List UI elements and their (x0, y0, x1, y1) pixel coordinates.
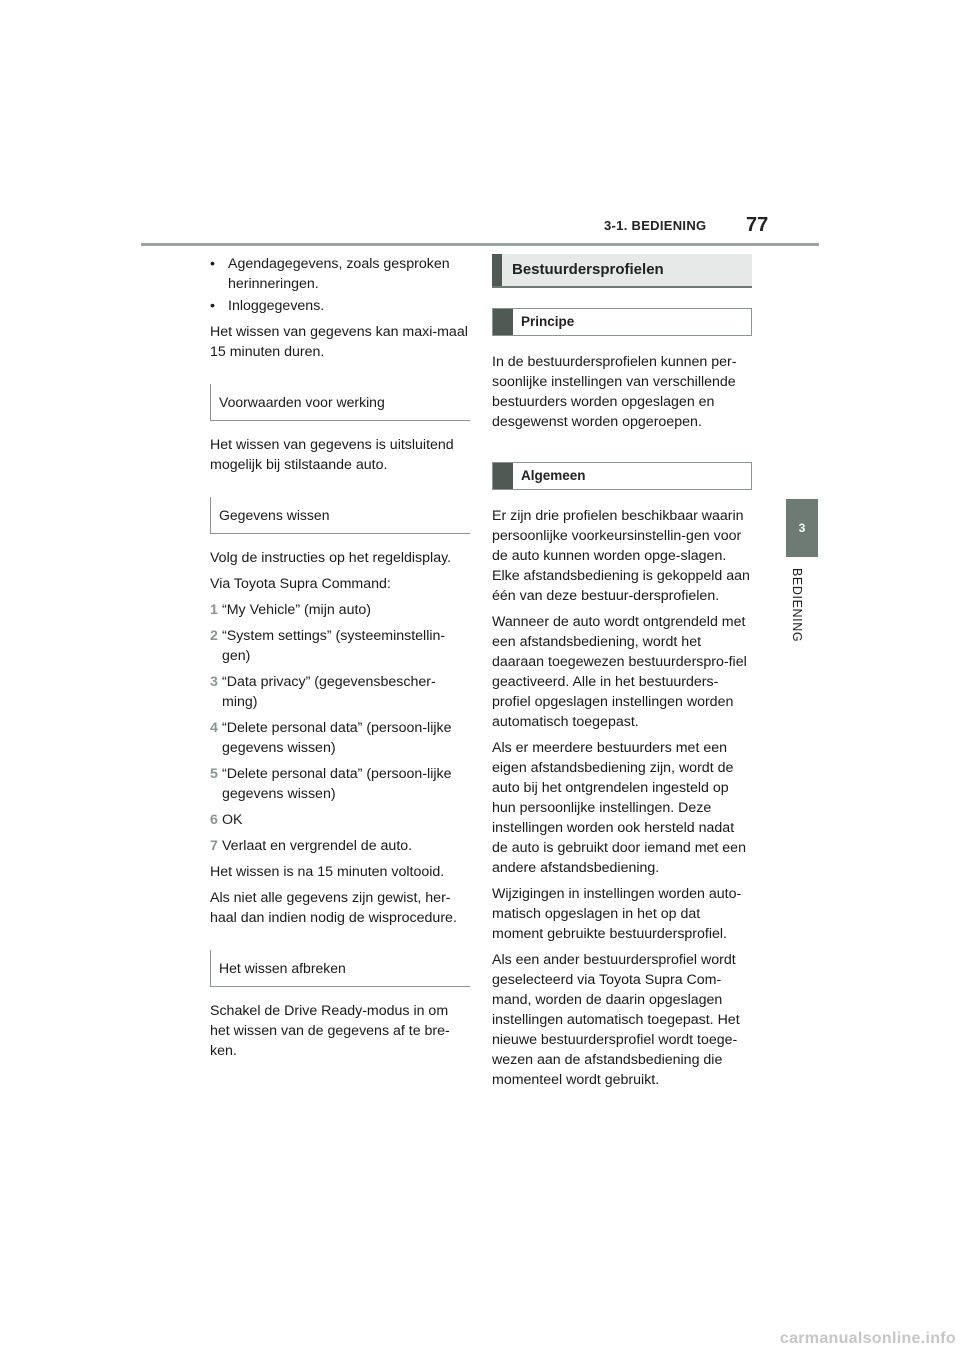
heading-bar (493, 309, 513, 335)
step-item (210, 810, 470, 830)
step-text: “Delete personal data” (persoon-lijke gegevens wissen) (222, 720, 452, 756)
box-heading-principe (492, 308, 752, 336)
paragraph: Wanneer de auto wordt ontgrendeld met een afstandsbediening, wordt het daaraan toegewezen bestuurderspro-fiel geactiveerd. Alle in het bestuurders-profiel opgeslagen instellingen worden automatisch toegepast. (492, 614, 747, 730)
step-number: 1 (210, 602, 218, 618)
paragraph: In de bestuurdersprofielen kunnen per-soonlijke instellingen van verschillende bestuurders worden opgeslagen en desgewenst worden opgeroepen. (492, 354, 737, 430)
bullet-item (210, 254, 470, 294)
main-heading-text: Bestuurdersprofielen (512, 261, 664, 278)
heading-bar (492, 254, 502, 286)
step-number: 3 (210, 674, 218, 690)
step-number: 7 (210, 838, 218, 854)
paragraph: Volg de instructies op het regeldisplay. (210, 550, 452, 566)
paragraph: Het wissen van gegevens is uitsluitend mogelijk bij stilstaande auto. (210, 437, 454, 473)
left-column (210, 254, 470, 1067)
subheading-voorwaarden: Voorwaarden voor werking (210, 384, 470, 421)
bullet-text: Agendagegevens, zoals gesproken herinneringen. (228, 256, 450, 292)
paragraph: Het wissen is na 15 minuten voltooid. (210, 864, 445, 880)
paragraph: Als er meerdere bestuurders met een eigen afstandsbediening zijn, wordt de auto bij het ontgrendelen ingesteld op hun persoonlijke instellingen. Deze instellingen worden ook hersteld nadat de auto is gebruikt door iemand met een andere afstandsbediening. (492, 740, 746, 876)
header-rule (141, 243, 819, 246)
header-section-title: 3-1. BEDIENING (604, 218, 707, 233)
paragraph: Schakel de Drive Ready-modus in om het wissen van de gegevens af te bre-ken. (210, 1003, 450, 1059)
step-item (210, 836, 470, 856)
box-heading-text: Principe (521, 314, 575, 329)
chapter-side-label: BEDIENING (790, 568, 804, 643)
bullet-text: Inloggegevens. (228, 298, 325, 314)
step-item (210, 764, 470, 804)
step-number: 4 (210, 720, 218, 736)
step-number: 5 (210, 766, 218, 782)
paragraph: Via Toyota Supra Command: (210, 576, 391, 592)
heading-bar (493, 463, 513, 489)
step-text: OK (222, 812, 243, 828)
step-item (210, 672, 470, 712)
step-text: Verlaat en vergrendel de auto. (222, 838, 413, 854)
step-number: 2 (210, 628, 218, 644)
step-text: “System settings” (systeeminstellin-gen) (222, 628, 446, 664)
right-column (492, 254, 752, 1096)
box-heading-algemeen (492, 462, 752, 490)
paragraph: Als niet alle gegevens zijn gewist, her-haal dan indien nodig de wisprocedure. (210, 890, 457, 926)
step-text: “Delete personal data” (persoon-lijke gegevens wissen) (222, 766, 452, 802)
subheading-gegevens-wissen: Gegevens wissen (210, 497, 470, 534)
step-item (210, 600, 470, 620)
paragraph: Wijzigingen in instellingen worden auto-matisch opgeslagen in het op dat moment gebruikte bestuurdersprofiel. (492, 886, 742, 942)
step-item (210, 718, 470, 758)
subheading-wissen-afbreken: Het wissen afbreken (210, 950, 470, 987)
box-heading-text: Algemeen (521, 468, 586, 483)
paragraph: Het wissen van gegevens kan maxi-maal 15 minuten duren. (210, 324, 468, 360)
chapter-tab (786, 499, 818, 557)
step-text: “Data privacy” (gegevensbescher-ming) (222, 674, 436, 710)
bullet-item (210, 296, 470, 316)
watermark: carmanualsonline.info (779, 1330, 956, 1347)
paragraph: Er zijn drie profielen beschikbaar waarin persoonlijke voorkeursinstellin-gen voor de auto kunnen worden opge-slagen. Elke afstandsbediening is gekoppeld aan één van deze bestuur-dersprofielen. (492, 508, 750, 604)
step-item (210, 626, 470, 666)
bullet-dot-icon: • (210, 256, 215, 272)
step-number: 6 (210, 812, 218, 828)
page-number: 77 (746, 214, 769, 236)
step-text: “My Vehicle” (mijn auto) (222, 602, 372, 618)
bullet-dot-icon: • (210, 298, 215, 314)
main-heading-bestuurdersprofielen (492, 254, 752, 288)
paragraph: Als een ander bestuurdersprofiel wordt geselecteerd via Toyota Supra Com-mand, worden de daarin opgeslagen instellingen automatisch toegepast. Het nieuwe bestuurdersprofiel wordt toege-wezen aan de afstandsbediening die momenteel wordt gebruikt. (492, 952, 740, 1088)
chapter-tab-number: 3 (798, 521, 806, 535)
